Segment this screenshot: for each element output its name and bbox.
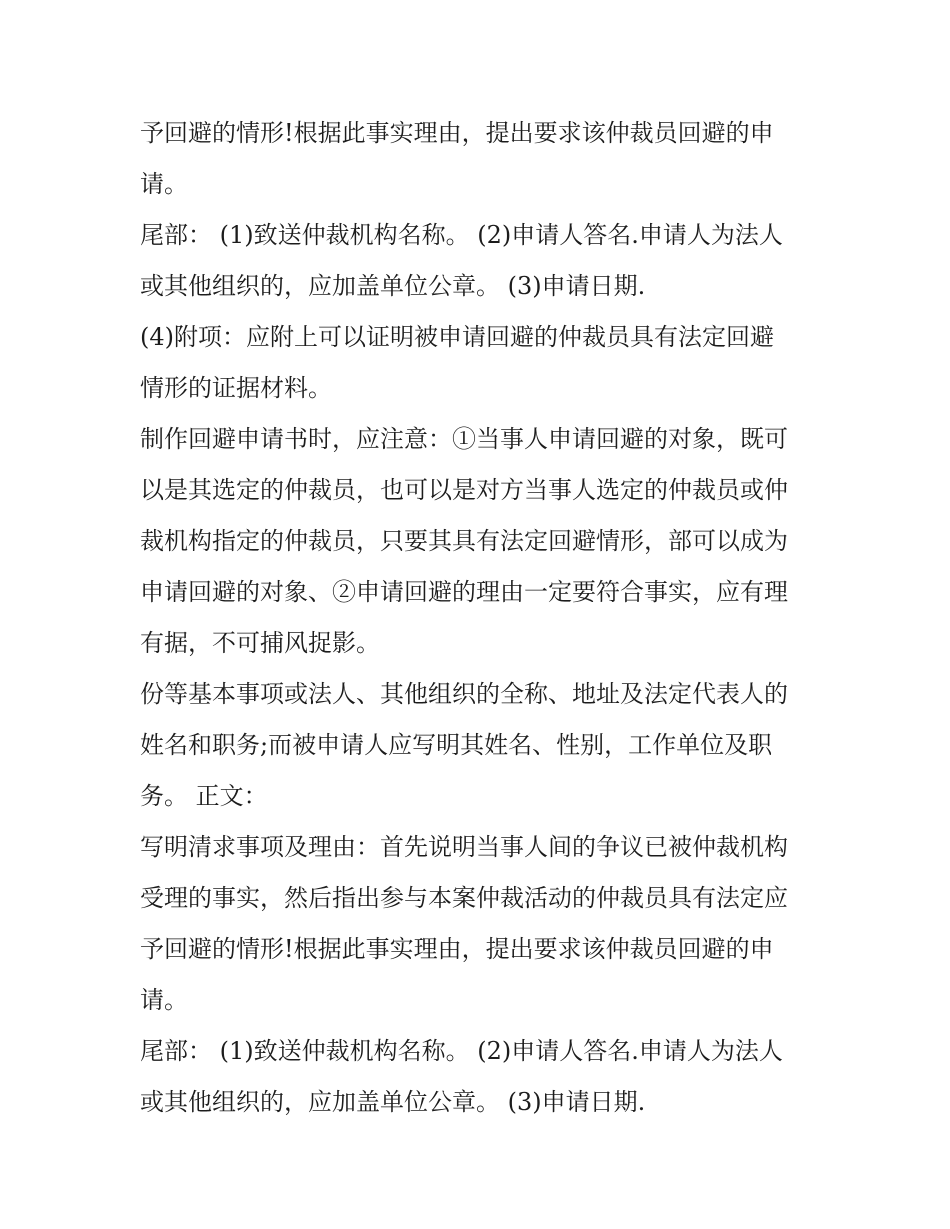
text-line-10: 申请回避的对象、②申请回避的理由一定要符合事实，应有理 xyxy=(140,578,788,606)
text-line-12: 份等基本事项或法人、其他组织的全称、地址及法定代表人的 xyxy=(140,680,788,708)
text-line-16: 受理的事实，然后指出参与本案仲裁活动的仲裁员具有法定应 xyxy=(140,884,788,912)
text-line-1: 予回避的情形!根据此事实理由，提出要求该仲裁员回避的申 xyxy=(140,119,774,147)
text-line-11: 有据，不可捕风捉影。 xyxy=(140,629,380,657)
document-page xyxy=(140,108,820,1128)
text-line-17: 予回避的情形!根据此事实理由，提出要求该仲裁员回避的申 xyxy=(140,935,774,963)
text-line-18: 请。 xyxy=(140,986,188,1014)
text-line-13: 姓名和职务;而被申请人应写明其姓名、性别，工作单位及职 xyxy=(140,731,773,759)
text-line-6: 情形的证据材料。 xyxy=(140,374,332,402)
text-line-8: 以是其选定的仲裁员，也可以是对方当事人选定的仲裁员或仲 xyxy=(140,476,788,504)
text-line-7: 制作回避申请书时，应注意：①当事人申请回避的对象，既可 xyxy=(140,425,788,453)
text-line-19: 尾部： (1)致送仲裁机构名称。 (2)申请人答名.申请人为法人 xyxy=(140,1037,783,1065)
text-line-20: 或其他组织的，应加盖单位公章。 (3)申请日期. xyxy=(140,1088,646,1116)
text-line-15: 写明清求事项及理由：首先说明当事人间的争议已被仲裁机构 xyxy=(140,833,788,861)
text-line-2: 请。 xyxy=(140,170,188,198)
text-line-9: 裁机构指定的仲裁员，只要其具有法定回避情形，部可以成为 xyxy=(140,527,788,555)
text-line-4: 或其他组织的，应加盖单位公章。 (3)申请日期. xyxy=(140,272,646,300)
text-line-3: 尾部： (1)致送仲裁机构名称。 (2)申请人答名.申请人为法人 xyxy=(140,221,783,249)
text-line-14: 务。 正文： xyxy=(140,782,268,810)
text-line-5: (4)附项：应附上可以证明被申请回避的仲裁员具有法定回避 xyxy=(140,323,774,351)
